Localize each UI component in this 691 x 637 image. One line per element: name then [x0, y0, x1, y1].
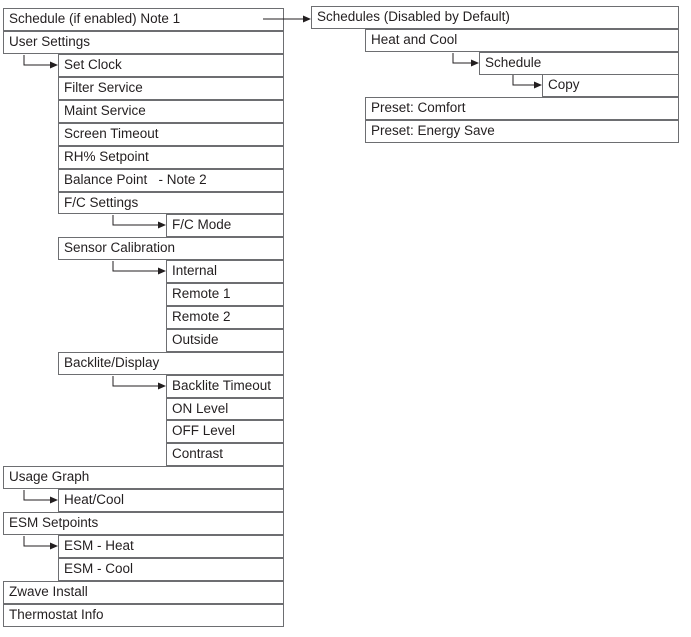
menu-remote-2[interactable]: Remote 2 — [166, 306, 284, 329]
menu-balance-point[interactable]: Balance Point - Note 2 — [58, 169, 284, 192]
arrowhead — [50, 543, 58, 550]
arrow-schedule-to-copy — [513, 75, 534, 85]
menu-thermostat-info[interactable]: Thermostat Info — [3, 604, 284, 627]
menu-on-level[interactable]: ON Level — [166, 398, 284, 420]
menu-schedule[interactable]: Schedule (if enabled) Note 1 — [3, 8, 284, 31]
arrowhead — [158, 268, 166, 275]
arrow-fc-settings-to-fc-mode — [113, 215, 158, 225]
menu-user-settings[interactable]: User Settings — [3, 31, 284, 54]
menu-copy[interactable]: Copy — [542, 74, 679, 97]
menu-off-level[interactable]: OFF Level — [166, 420, 284, 443]
menu-contrast[interactable]: Contrast — [166, 443, 284, 466]
menu-preset-energy-save[interactable]: Preset: Energy Save — [365, 120, 679, 143]
menu-zwave-install[interactable]: Zwave Install — [3, 581, 284, 604]
arrow-usage-graph-to-heat-cool — [24, 490, 50, 500]
menu-esm-heat[interactable]: ESM - Heat — [58, 535, 284, 558]
menu-heat-and-cool[interactable]: Heat and Cool — [365, 29, 679, 52]
arrow-backlite-display-to-backlite-timeout — [113, 376, 158, 386]
menu-preset-comfort[interactable]: Preset: Comfort — [365, 97, 679, 120]
arrowhead — [158, 222, 166, 229]
arrowhead — [50, 62, 58, 69]
arrowhead — [303, 16, 311, 23]
arrow-user-settings-to-set-clock — [24, 55, 50, 65]
arrow-heat-and-cool-to-schedule — [453, 53, 471, 63]
menu-fc-settings[interactable]: F/C Settings — [58, 192, 284, 214]
arrowhead — [50, 497, 58, 504]
menu-set-clock[interactable]: Set Clock — [58, 54, 284, 77]
arrowhead — [534, 82, 542, 89]
menu-backlite-timeout[interactable]: Backlite Timeout — [166, 375, 284, 398]
arrowhead — [471, 60, 479, 67]
menu-schedules[interactable]: Schedules (Disabled by Default) — [311, 6, 679, 29]
arrowhead — [158, 383, 166, 390]
menu-esm-cool[interactable]: ESM - Cool — [58, 558, 284, 581]
menu-backlite-display[interactable]: Backlite/Display — [58, 352, 284, 375]
menu-remote-1[interactable]: Remote 1 — [166, 283, 284, 306]
menu-heat-cool[interactable]: Heat/Cool — [58, 489, 284, 512]
menu-filter-service[interactable]: Filter Service — [58, 77, 284, 100]
menu-esm-setpoints[interactable]: ESM Setpoints — [3, 512, 284, 535]
arrow-esm-setpoints-to-esm-heat — [24, 536, 50, 546]
menu-maint-service[interactable]: Maint Service — [58, 100, 284, 123]
menu-screen-timeout[interactable]: Screen Timeout — [58, 123, 284, 146]
menu-outside[interactable]: Outside — [166, 329, 284, 352]
menu-rh-setpoint[interactable]: RH% Setpoint — [58, 146, 284, 169]
arrow-sensor-calibration-to-internal — [113, 261, 158, 271]
menu-fc-mode[interactable]: F/C Mode — [166, 214, 284, 237]
menu-usage-graph[interactable]: Usage Graph — [3, 466, 284, 489]
menu-sensor-calibration[interactable]: Sensor Calibration — [58, 237, 284, 260]
menu-internal[interactable]: Internal — [166, 260, 284, 283]
menu-schedule-sub[interactable]: Schedule — [479, 52, 679, 75]
